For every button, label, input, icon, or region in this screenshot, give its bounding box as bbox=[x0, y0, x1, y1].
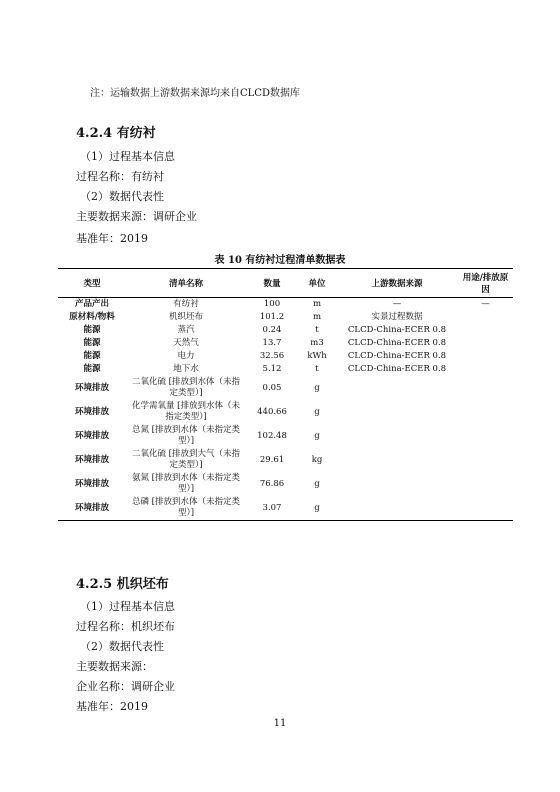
table-cell bbox=[336, 472, 458, 496]
table-cell: 氨氮 [排放到水体（未指定类型）] bbox=[131, 473, 241, 494]
table-cell: 101.2 bbox=[259, 312, 285, 322]
table-cell: 能源 bbox=[83, 364, 101, 374]
table-header-row bbox=[58, 269, 513, 298]
table-cell bbox=[458, 350, 513, 363]
table-cell: 二氧化硫 [排放到水体（未指定类型）] bbox=[131, 377, 241, 398]
column-header: 单位 bbox=[298, 269, 336, 298]
table-cell: 102.48 bbox=[257, 430, 287, 441]
table-cell: m bbox=[312, 312, 322, 322]
section-line: （1）过程基本信息 bbox=[80, 600, 175, 613]
table-cell: m bbox=[312, 299, 322, 309]
column-header: 类型 bbox=[58, 269, 126, 298]
table-cell: 实景过程数据 bbox=[371, 312, 423, 322]
table-cell: 76.86 bbox=[259, 478, 285, 489]
table-cell: t bbox=[315, 325, 319, 335]
table-cell: 环境排放 bbox=[74, 382, 109, 393]
table-cell: 能源 bbox=[83, 325, 101, 335]
column-header: 数量 bbox=[246, 269, 298, 298]
section-line: 过程名称：有纺衬 bbox=[76, 170, 164, 183]
table-cell bbox=[458, 472, 513, 496]
table-cell: CLCD-China-ECER 0.8 bbox=[347, 325, 447, 335]
table-cell bbox=[458, 448, 513, 472]
table-cell: 环境排放 bbox=[74, 478, 109, 489]
column-header: 清单名称 bbox=[126, 269, 246, 298]
table-cell: 5.12 bbox=[262, 364, 282, 374]
table-cell bbox=[336, 376, 458, 400]
table-cell: 能源 bbox=[83, 338, 101, 348]
table-cell: 产品产出 bbox=[74, 299, 109, 309]
column-header: 用途/排放原因 bbox=[458, 269, 513, 298]
page-number: 11 bbox=[273, 718, 287, 729]
section-line: （2）数据代表性 bbox=[80, 190, 164, 203]
table-cell: 能源 bbox=[83, 351, 101, 361]
table-cell bbox=[458, 337, 513, 350]
table-cell: 总磷 [排放到水体（未指定类型）] bbox=[126, 496, 246, 521]
table-cell: 天然气 bbox=[173, 338, 199, 348]
table-cell bbox=[336, 424, 458, 448]
table-row bbox=[58, 376, 513, 400]
table-row bbox=[58, 324, 513, 337]
section-heading: 4.2.5 机织坯布 bbox=[76, 577, 169, 592]
column-header: 上游数据来源 bbox=[336, 269, 458, 298]
table-caption: 表 10 有纺衬过程清单数据表 bbox=[214, 255, 346, 266]
table-row bbox=[58, 400, 513, 424]
table-cell: CLCD-China-ECER 0.8 bbox=[347, 338, 447, 348]
table-cell: 环境排放 bbox=[74, 430, 109, 441]
table-row bbox=[58, 363, 513, 376]
table-row bbox=[58, 448, 513, 472]
table-cell: m3 bbox=[310, 338, 324, 348]
table-cell bbox=[458, 311, 513, 324]
section-line: 企业名称：调研企业 bbox=[76, 680, 175, 693]
table-cell: 环境排放 bbox=[74, 454, 109, 465]
table-row bbox=[58, 350, 513, 363]
table-cell bbox=[458, 424, 513, 448]
section-line: 基准年：2019 bbox=[76, 700, 148, 713]
source-note: 注：运输数据上游数据来源均来自CLCD数据库 bbox=[90, 88, 300, 99]
table-cell: 100 bbox=[263, 299, 281, 309]
table-cell bbox=[458, 324, 513, 337]
section-line: （1）过程基本信息 bbox=[80, 150, 175, 163]
table-cell: — bbox=[481, 299, 490, 309]
table-cell: 440.66 bbox=[257, 406, 287, 417]
section-line: 过程名称：机织坯布 bbox=[76, 620, 175, 633]
inventory-table bbox=[58, 268, 513, 521]
table-cell: 32.56 bbox=[259, 351, 285, 361]
section-line: 基准年：2019 bbox=[76, 232, 148, 245]
table-cell bbox=[336, 400, 458, 424]
table-row bbox=[58, 424, 513, 448]
section-line: 主要数据来源： bbox=[76, 660, 153, 673]
table-cell: g bbox=[298, 496, 336, 521]
section-heading: 4.2.4 有纺衬 bbox=[76, 126, 156, 141]
table-cell: CLCD-China-ECER 0.8 bbox=[347, 364, 447, 374]
table-cell: 原材料/物料 bbox=[69, 312, 115, 322]
table-cell: 地下水 bbox=[173, 364, 199, 374]
table-cell: — bbox=[392, 299, 402, 309]
table-cell: 蒸汽 bbox=[177, 325, 195, 335]
table-cell: g bbox=[314, 430, 320, 441]
table-cell: 二氧化硫 [排放到大气（未指定类型）] bbox=[131, 449, 241, 470]
table-cell: 29.61 bbox=[259, 454, 285, 465]
table-cell bbox=[336, 448, 458, 472]
table-row bbox=[58, 298, 513, 312]
table-cell: 环境排放 bbox=[74, 406, 109, 417]
table-cell bbox=[458, 363, 513, 376]
table-row bbox=[58, 496, 513, 521]
table-cell: 3.07 bbox=[246, 496, 298, 521]
table-cell: 0.24 bbox=[262, 325, 282, 335]
table-cell: g bbox=[314, 478, 320, 489]
section-line: （2）数据代表性 bbox=[80, 640, 164, 653]
table-cell: 有纺衬 bbox=[173, 299, 199, 309]
table-row bbox=[58, 311, 513, 324]
table-cell: 环境排放 bbox=[58, 496, 126, 521]
table-cell: g bbox=[314, 382, 320, 393]
table-cell: 化学需氧量 [排放到水体（未指定类型）] bbox=[131, 401, 241, 422]
table-cell: g bbox=[314, 406, 320, 417]
table-row bbox=[58, 472, 513, 496]
table-cell: 机织坯布 bbox=[168, 312, 203, 322]
table-cell: kWh bbox=[307, 351, 327, 361]
table-cell: t bbox=[315, 364, 319, 374]
table-cell: 0.05 bbox=[262, 382, 282, 393]
table-cell bbox=[458, 400, 513, 424]
table-cell: 总氮 [排放到水体（未指定类型）] bbox=[131, 425, 241, 446]
table-cell bbox=[458, 376, 513, 400]
table-row bbox=[58, 337, 513, 350]
section-line: 主要数据来源：调研企业 bbox=[76, 210, 197, 223]
table-cell bbox=[336, 496, 458, 521]
table-cell: CLCD-China-ECER 0.8 bbox=[347, 351, 447, 361]
table-cell: 电力 bbox=[177, 351, 195, 361]
table-cell: kg bbox=[311, 454, 323, 465]
table-cell: 13.7 bbox=[262, 338, 282, 348]
table-cell bbox=[458, 496, 513, 521]
